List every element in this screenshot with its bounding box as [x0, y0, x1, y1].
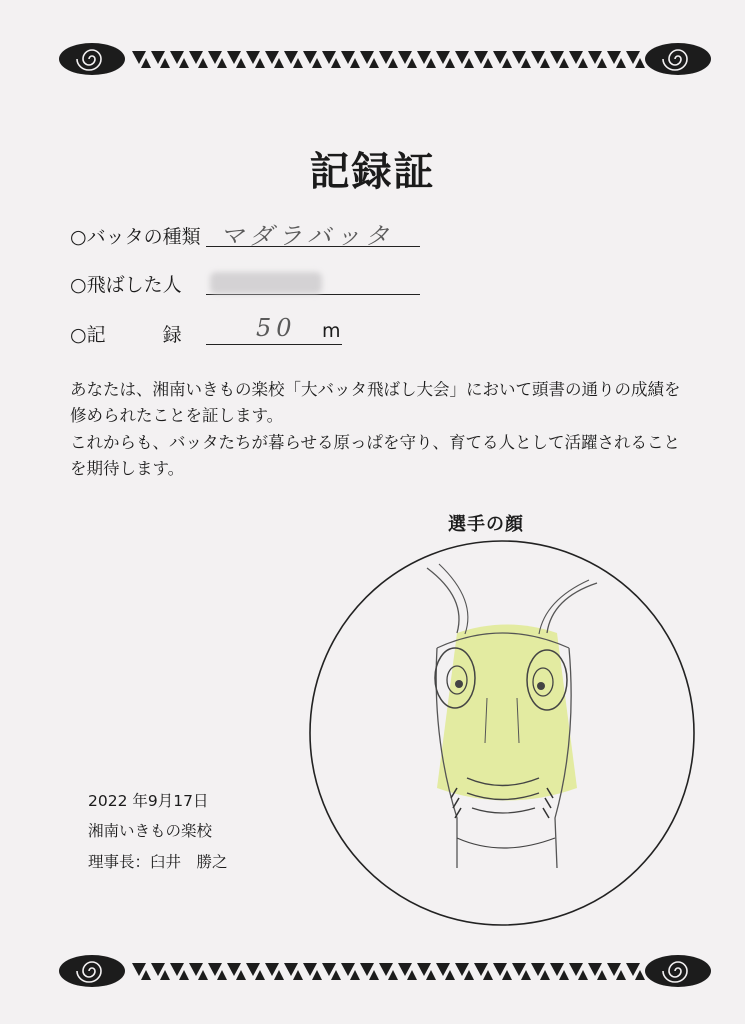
issue-date: 2022 年9月17日	[88, 792, 209, 810]
species-value: マダラバッタ	[220, 222, 394, 250]
border-triangle	[141, 58, 151, 68]
border-triangle	[521, 970, 531, 980]
name-field	[70, 270, 430, 300]
border-triangle	[160, 970, 170, 980]
border-triangle	[132, 963, 146, 976]
border-triangle	[426, 970, 436, 980]
border-triangle	[597, 970, 607, 980]
border-triangle	[331, 970, 341, 980]
border-triangle	[217, 58, 227, 68]
border-triangle	[312, 970, 322, 980]
border-triangle	[502, 58, 512, 68]
border-triangle	[455, 963, 469, 976]
border-triangle	[607, 963, 621, 976]
border-triangle	[312, 58, 322, 68]
record-unit: m	[322, 320, 341, 342]
border-triangle	[445, 58, 455, 68]
border-triangle	[341, 51, 355, 64]
border-triangle	[559, 970, 569, 980]
border-triangle	[208, 963, 222, 976]
face-section-title: 選手の顔	[448, 514, 524, 535]
border-triangle	[160, 58, 170, 68]
border-triangle	[151, 963, 165, 976]
species-field	[70, 222, 430, 252]
border-triangle	[502, 970, 512, 980]
border-triangle	[398, 51, 412, 64]
border-triangle	[569, 51, 583, 64]
border-triangle	[369, 970, 379, 980]
border-triangle	[293, 58, 303, 68]
border-triangle	[322, 963, 336, 976]
border-triangle	[255, 58, 265, 68]
name-underline	[206, 294, 420, 295]
border-triangle	[331, 58, 341, 68]
border-triangle	[151, 51, 165, 64]
border-triangle	[284, 51, 298, 64]
redacted-name	[210, 272, 322, 294]
border-triangle	[208, 51, 222, 64]
bottom-border-decoration	[58, 954, 712, 988]
certificate-body-2	[70, 430, 720, 482]
border-triangle	[550, 51, 564, 64]
border-triangle	[483, 58, 493, 68]
border-triangle	[445, 970, 455, 980]
border-triangle	[189, 51, 203, 64]
border-triangle	[512, 51, 526, 64]
border-triangle	[303, 51, 317, 64]
border-triangle	[512, 963, 526, 976]
border-triangle	[198, 970, 208, 980]
border-triangle	[236, 58, 246, 68]
border-triangle	[426, 58, 436, 68]
border-triangle	[360, 51, 374, 64]
record-field	[70, 314, 370, 350]
body-line: を期待します。	[70, 459, 185, 478]
border-triangle	[626, 963, 640, 976]
border-triangle	[569, 963, 583, 976]
record-label: ○記 録	[70, 324, 182, 346]
border-triangle	[635, 970, 645, 980]
border-triangle	[531, 51, 545, 64]
border-triangle	[607, 51, 621, 64]
certificate-body-1	[70, 377, 720, 429]
border-triangle	[521, 58, 531, 68]
border-triangle	[464, 58, 474, 68]
border-triangle	[350, 970, 360, 980]
border-triangle	[303, 963, 317, 976]
record-value: 50	[256, 314, 297, 342]
border-triangle	[588, 51, 602, 64]
border-triangle	[464, 970, 474, 980]
border-triangle	[588, 963, 602, 976]
border-triangle	[626, 51, 640, 64]
border-triangle	[179, 58, 189, 68]
border-triangle	[388, 970, 398, 980]
border-triangle	[540, 970, 550, 980]
border-triangle	[227, 963, 241, 976]
border-triangle	[189, 963, 203, 976]
border-triangle	[417, 51, 431, 64]
border-triangle	[132, 51, 146, 64]
border-triangle	[474, 963, 488, 976]
border-triangle	[559, 58, 569, 68]
border-triangle	[616, 970, 626, 980]
border-triangle	[407, 970, 417, 980]
border-triangle	[483, 970, 493, 980]
issuer-school: 湘南いきもの楽校	[88, 822, 213, 840]
border-triangle	[474, 51, 488, 64]
border-triangle	[265, 51, 279, 64]
border-triangle	[550, 963, 564, 976]
body-line: あなたは、湘南いきもの楽校「大バッタ飛ばし大会」において頭書の通りの成績を	[70, 380, 681, 399]
border-triangle	[616, 58, 626, 68]
record-underline	[206, 344, 342, 345]
top-border-decoration	[58, 42, 712, 76]
border-triangle	[265, 963, 279, 976]
border-triangle	[635, 58, 645, 68]
border-triangle	[350, 58, 360, 68]
border-triangle	[398, 963, 412, 976]
border-triangle	[436, 963, 450, 976]
border-triangle	[246, 963, 260, 976]
issuer-chairman: 理事長：臼井 勝之	[88, 853, 228, 871]
border-triangle	[170, 963, 184, 976]
border-triangle	[578, 970, 588, 980]
border-triangle	[179, 970, 189, 980]
border-triangle	[531, 963, 545, 976]
grasshopper-face-drawing	[307, 538, 697, 928]
species-label: ○バッタの種類	[70, 226, 201, 248]
border-triangle	[369, 58, 379, 68]
border-triangle	[322, 51, 336, 64]
border-triangle	[417, 963, 431, 976]
border-triangle	[274, 58, 284, 68]
border-triangle	[284, 963, 298, 976]
border-triangle	[255, 970, 265, 980]
border-triangle	[236, 970, 246, 980]
border-triangle	[436, 51, 450, 64]
border-triangle	[407, 58, 417, 68]
certificate-title: 記録証	[309, 149, 436, 195]
border-triangle	[379, 963, 393, 976]
name-label: ○飛ばした人	[70, 274, 182, 296]
border-triangle	[227, 51, 241, 64]
border-triangle	[170, 51, 184, 64]
border-triangle	[274, 970, 284, 980]
body-line: 修められたことを証します。	[70, 406, 284, 425]
border-triangle	[493, 51, 507, 64]
border-triangle	[493, 963, 507, 976]
border-triangle	[141, 970, 151, 980]
border-triangle	[540, 58, 550, 68]
body-line: これからも、バッタたちが暮らせる原っぱを守り、育てる人として活躍されること	[70, 433, 681, 452]
border-triangle	[578, 58, 588, 68]
border-triangle	[379, 51, 393, 64]
border-triangle	[198, 58, 208, 68]
border-triangle	[341, 963, 355, 976]
border-triangle	[246, 51, 260, 64]
border-triangle	[360, 963, 374, 976]
border-triangle	[455, 51, 469, 64]
border-triangle	[293, 970, 303, 980]
border-triangle	[597, 58, 607, 68]
border-triangle	[217, 970, 227, 980]
border-triangle	[388, 58, 398, 68]
